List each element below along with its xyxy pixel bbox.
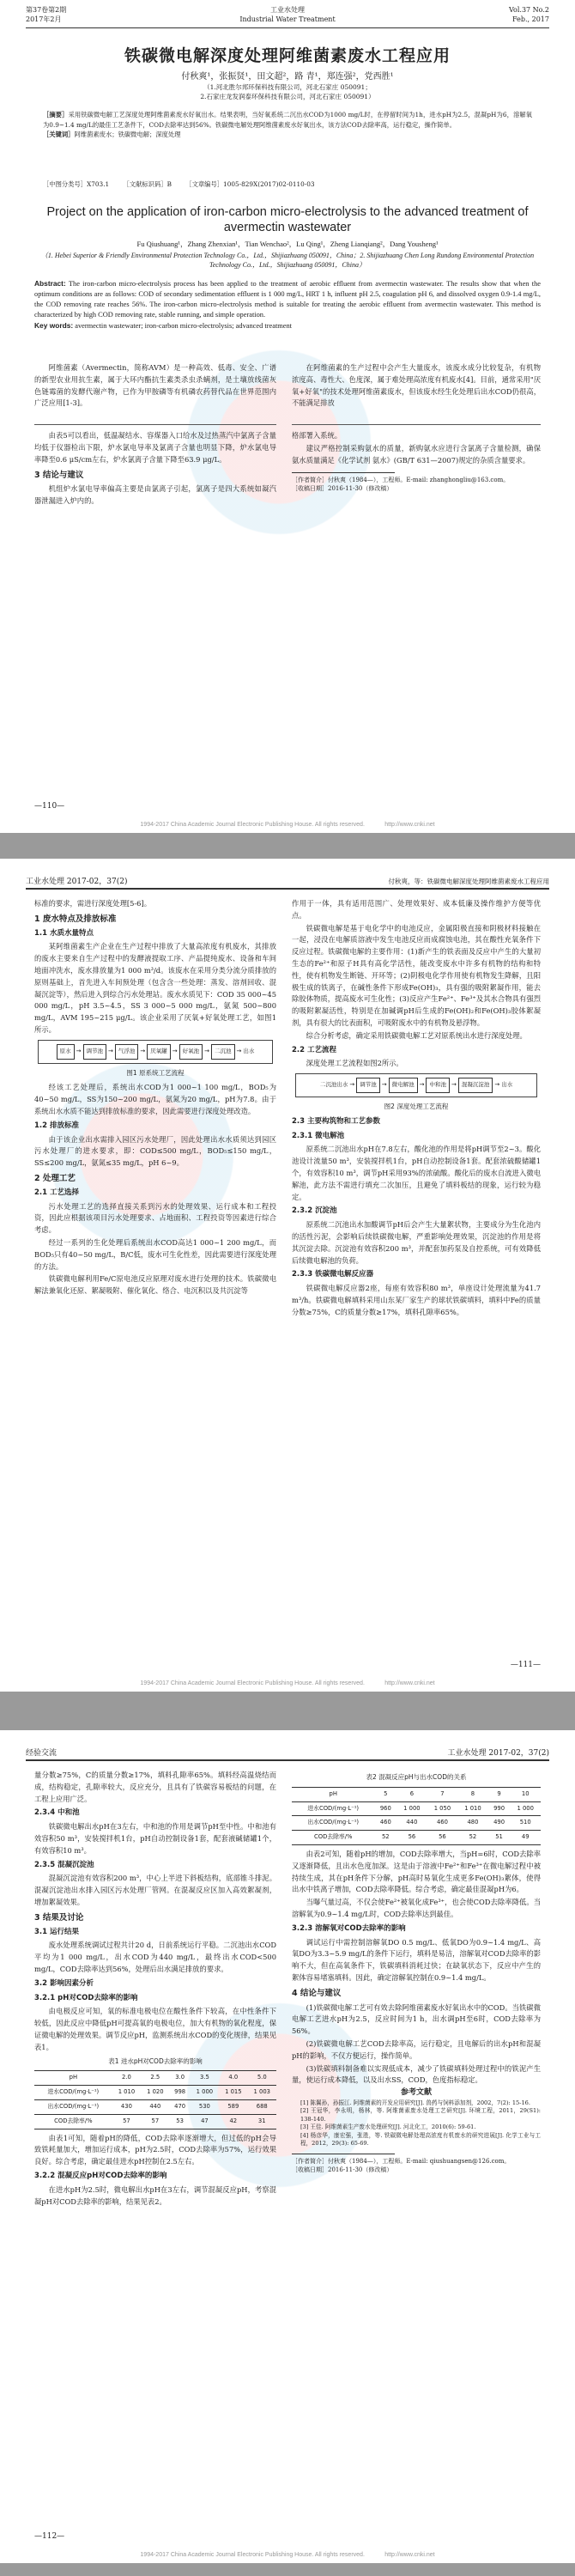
volume-en: Vol.37 No.2: [509, 6, 549, 14]
paragraph: 经过一系列的生化处理后系统出水COD高达1 000~1 200 mg/L，而BOD₅只有40~50 mg/L，B/C低，废水可生化性差，因此需要进行深度处理的方法。: [34, 1237, 276, 1271]
table-cell: 56: [396, 1831, 427, 1845]
subsection-heading: 3.2 影响因素分析: [34, 1978, 94, 1988]
journal-name-cn: 工业水处理: [270, 6, 305, 14]
section-heading: 3 结论与建议: [34, 470, 84, 480]
table-cell: 510: [510, 1816, 541, 1831]
authors-cn: 付秋爽¹，张振贤¹，田文超²，路 青¹，郑连强²，党西胜¹: [181, 72, 394, 82]
table-cell: 990: [488, 1801, 511, 1816]
paragraph: 铁碳微电解利用Fe/C原电池反应原理对废水进行处理的技术。铁碳微电解法兼氧化还原、絮凝吸附、催化氧化、络合、电沉积以及共沉淀等: [34, 1274, 276, 1296]
table-header-row: [292, 1787, 541, 1801]
clc-number: ［中图分类号］X703.1: [43, 180, 110, 188]
flow-node: 调节池: [356, 1078, 380, 1093]
paragraph: 机组炉水氯电导率偏高主要是由氯离子引起，氯离子是四大系统如凝汽器泄漏进入炉内的。: [34, 484, 276, 506]
footer-url[interactable]: http://www.cnki.net: [384, 822, 435, 828]
left-column: [34, 362, 276, 508]
paragraph: 由表5可以看出，低温凝结水、容煤器入口给水及过热蒸汽中氯离子含量均低于仪器检出下限，炉水氯电导率及氯离子含量也明显下降，炉水氯电导率降至0.6 μS/cm左右，炉水氯离子含量下降至63.9 μg/L。: [34, 431, 276, 464]
table-header-cell: 5: [374, 1787, 396, 1801]
table-cell: 31: [248, 2114, 276, 2129]
left-column: [34, 1770, 276, 2208]
article-number: ［文章编号］1005-829X(2017)02-0110-03: [185, 180, 315, 188]
received-date: ［收稿日期］2016-11-30（修改稿）: [292, 485, 393, 493]
table-cell: 52: [457, 1831, 488, 1845]
table-header-cell: 2.5: [141, 2071, 169, 2086]
author-note: ［作者简介］付秋爽（1984—），工程师。E-mail: zhanghongliu@163.com。: [292, 476, 510, 483]
affiliations-cn: [0, 82, 575, 101]
subsection-heading: 2.1 工艺选择: [34, 1188, 80, 1197]
table-cell: COD去除率/%: [34, 2114, 112, 2129]
subsection-heading: 3.1 运行结果: [34, 1927, 80, 1936]
paragraph: 建议严格控制采购氨水的质量，新购氨水应进行含氯离子含量检测，确保氨水质量满足《化学试剂 氨水》(GB/T 631—2007)规定的杂质含量要求。: [292, 443, 541, 465]
affiliations-en: （1. Hebei Superior & Friendly Environmental Protection Technology Co.，Ltd.，Shijiazhuang 050091，China；2. Shijiazhuang Chen Long Rundong Environmental Protection Technology Co.，Ltd.，Shijiazhuang 050091，China）: [40, 252, 535, 269]
table-2: [292, 1787, 541, 1845]
table-cell: 1 010: [112, 2086, 141, 2100]
paragraph: 铁碳微电解是基于电化学中的电池反应，金属阳极直接和阴极材料接触在一起，浸没在电解质溶液中发生电池反应而成腐蚀电池，其在酸性充氧条件下反应过程。铁碳微电解的主要作用：(1)新产生的铁表面及反应中产生的大量初生态的Fe²⁺和原子H具有高化学活性，能改变废水中许多有机物的结构和特性，使有机物发生断链、开环等；(2)阴极电化学作用使有机物发生降解，且阳极生成的铁离子，在碱性条件下形成Fe(OH)₃，具有强的吸附絮凝作用，能去除胶体物质，提高废水可生化性；(3)反应产生Fe²⁺、Fe³⁺及其水合物具有强烈的吸附絮凝活性，特别是在加碱调pH后生成的Fe(OH)₂和Fe(OH)₃胶体絮凝剂，具有很大的比表面积，可吸附废水中的有机物及悬浮物。: [292, 923, 541, 1027]
table-cell: 460: [427, 1816, 458, 1831]
reference-item: [2] 王冠华，李永明，杨林，等. 阿维菌素废水处理工艺研究[J]. 环境工程，2011，29(S1): 138-140.: [300, 2107, 541, 2123]
header-article: 付秋爽，等：铁碳微电解深度处理阿维菌素废水工程应用: [388, 878, 549, 885]
page-112: [0, 1730, 575, 2563]
flow-node: 厌氧罐: [147, 1044, 171, 1060]
right-column: [292, 1770, 541, 2175]
table-cell: 688: [248, 2099, 276, 2114]
paragraph: 经该工艺处理后，系统出水COD为1 000~1 100 mg/L，BOD₅为40~50 mg/L，SS为150~200 mg/L，氨氮为20 mg/L，pH为7.8。由于系统出水水质不能达到排放标准的要求，因此需要进行深度处理改造。: [34, 1083, 276, 1115]
table-header-cell: 3.0: [170, 2071, 191, 2086]
footer-copyright: 1994-2017 China Academic Journal Electronic Publishing House. All rights reserved.: [140, 822, 365, 828]
table-cell: 998: [170, 2086, 191, 2100]
subsubsection-heading: 2.3.5 混凝沉淀池: [34, 1860, 94, 1869]
table-cell: 460: [374, 1816, 396, 1831]
flow-node: 气浮池: [115, 1044, 139, 1060]
conclusion-item: (3)铁碳填料制备难以实现低成本，减少了铁碳填料处理过程中的铁泥产生量，使运行成本降低，以及出水SS，COD，色度指标稳定。: [292, 2063, 541, 2085]
table-cell: 440: [396, 1816, 427, 1831]
table-header-cell: pH: [34, 2071, 112, 2086]
table-1: [34, 2070, 276, 2129]
paragraph: 某阿维菌素生产企业在生产过程中排放了大量高浓度有机废水，其排放的废水主要来自生产过程中的发酵液提取工序、产品提纯废水、设备和车间地面冲洗水，废水排放量为1 000 m³/d。该废水在采用分类分流分质排放的原则基础上，首先进入车间预处理（包含含一些处理：蒸发、溶剂回收、混凝沉淀等），然后进入到综合污水处理站。废水水质见下：COD 35 000~45 000 mg/L，pH 3.5~4.5，SS 3 000~5 000 mg/L，氨氮 500~800 mg/L，AVM 195~215 μg/L。该企业采用了厌氧+好氧处理工艺，如图1所示。: [34, 942, 276, 1034]
table-header-cell: pH: [292, 1787, 374, 1801]
page-footer: [0, 1680, 575, 1686]
paragraph: 阿维菌素（Avermectin，简称AVM）是一种高效、低毒、安全、广谱的新型农业用抗生素，属于大环内酯抗生素类杀虫杀螨剂，是土壤放线菌灰色链霉菌的发酵代谢产物，已作为甲胺磷等有机磷农药替代品在世界范围内广泛应用[1-3]。: [34, 363, 276, 408]
paragraph: 由表2可知，随着pH的增加，COD去除率增大，当pH=6时，COD去除率又逐渐降低，且出水色度加深。这是由于溶液中Fe²⁺和Fe³⁺在微电解过程中被持续生成，其在pH条件下分解，pH高时易氧化生成更多Fe(OH)₃絮体，使得出水中铁离子增加，COD去除率降低。综合考虑，确定最佳混凝pH为6。: [292, 1849, 541, 1894]
table-cell: 53: [170, 2114, 191, 2129]
table-cell: 49: [510, 1831, 541, 1845]
flow-node: 调节池: [83, 1044, 107, 1060]
footer-copyright: 1994-2017 China Academic Journal Electronic Publishing House. All rights reserved.: [140, 2552, 365, 2558]
table-cell: 1 020: [141, 2086, 169, 2100]
abstract-en-text: The iron-carbon micro-electrolysis process has been applied to the treatment of aerobic effluent from avermectin wastewater. The results show that when the optimum conditions are as follows: COD of secondary sedimentation effluent is 1 000 mg/L, HRT 1 h, influent pH 2.5, coagulation pH 6, and dissolved oxygen 0.9-1.4 mg/L, the COD removing rate reaches 56%. The iron-carbon micro-electrolysis method is suitable for treating the aerobic effluent from avermectin wastewater. This method is characterized by high COD removing rate, stable running, and simple operation.: [34, 280, 541, 319]
subsection-heading: 1.2 排放标准: [34, 1121, 80, 1130]
figure-2-caption: 图2 深度处理工艺流程: [384, 1102, 449, 1110]
abstract-en-label: Abstract:: [34, 279, 66, 288]
section-heading: 4 结论与建议: [292, 1988, 342, 1998]
author-note: ［作者简介］付秋爽（1984—），工程师。E-mail: qiushuangsen@126.com。: [292, 2157, 511, 2165]
left-column: [34, 898, 276, 1298]
keywords-label: ［关键词］: [43, 131, 75, 138]
page-number: —111—: [510, 1661, 541, 1669]
page-footer: [0, 2552, 575, 2558]
abstract-text: 采用铁碳微电解工艺深度处理阿维菌素废水好氧出水。结果表明，当好氧系统二沉出水COD为1000 mg/L时，在停留时间为1h，进水pH为2.5，混凝pH为6，溶解氧为0.9~1.4 mg/L的最佳工艺条件下，COD去除率达到56%。铁碳微电解处理阿维菌素废水好氧出水，该方法COD去除率高，运行稳定，操作简单。: [43, 111, 532, 129]
date-en: Feb., 2017: [512, 15, 549, 23]
paragraph: 原系统二沉池出水加酸调节pH后会产生大量絮状物，主要成分为生化池内的活性污泥，会影响后续铁碳微电解，严重影响处理效果，沉淀池的作用是将其沉淀去除。沉淀池有效容积200 m³，并配套加药泵及自控系统，可有效降低后续微电解池的负荷。: [292, 1220, 541, 1265]
classification-line: [43, 180, 532, 189]
table-cell: 440: [141, 2099, 169, 2114]
subsection-heading: 1.1 水质水量特点: [34, 928, 94, 938]
page-number: —112—: [34, 2532, 65, 2541]
right-column: [292, 362, 541, 494]
right-column: [292, 898, 541, 1320]
affiliation-2: 2.石家庄龙发润泰环保科技有限公司，河北石家庄 050091）: [200, 93, 375, 100]
footer-url[interactable]: http://www.cnki.net: [384, 1680, 435, 1686]
footer-url[interactable]: http://www.cnki.net: [384, 2552, 435, 2558]
abstract-cn: [43, 110, 532, 140]
flow-node: 出水: [243, 1047, 255, 1054]
subsubsection-heading: 2.3.1 微电解池: [292, 1131, 345, 1140]
flow-node: 出水: [501, 1081, 513, 1089]
flow-node: 二沉池: [211, 1044, 235, 1060]
figure-1-caption: 图1 原系统工艺流程: [126, 1068, 185, 1077]
table-cell: 47: [191, 2114, 219, 2129]
flow-node: 二沉池出水: [319, 1081, 348, 1089]
abstract-label: ［摘要］: [43, 111, 69, 118]
header-section: 经验交流: [26, 1749, 58, 1758]
abstract-en: [34, 278, 541, 331]
table-cell: 1 003: [248, 2086, 276, 2100]
page-footer: [0, 822, 575, 828]
paragraph: 量分数≥75%，C的质量分数≥17%，填料孔隙率65%。填料经高温烧结而成，结构稳定，孔隙率较大，反应充分，且具有了铁碳容易板结的问题，在工程上应用广泛。: [34, 1771, 276, 1803]
article-title-en: Project on the application of iron-carbon micro-electrolysis to the advanced treatment of avermectin wastewater: [46, 205, 529, 234]
table-cell: 1 050: [427, 1801, 458, 1816]
table-row: [292, 1801, 541, 1816]
subsubsection-heading: 3.2.3 溶解氧对COD去除率的影响: [292, 1923, 406, 1933]
footer-copyright: 1994-2017 China Academic Journal Electronic Publishing House. All rights reserved.: [140, 1680, 365, 1686]
table-cell: 51: [488, 1831, 511, 1845]
paragraph: 当曝气量过高，不仅会使Fe²⁺被氧化成Fe³⁺，也会使COD去除率降低。当溶解氧为0.9~1.4 mg/L时，COD去除率达到最佳。: [292, 1898, 541, 1918]
table-row: [34, 2099, 276, 2114]
paragraph: 废水处理系统调试过程共计20 d，日前系统运行平稳。二沉池出水COD平均为1 000 mg/L，出水COD为440 mg/L，最终出水COD<500 mg/L，COD去除率达到56%，处理后出水满足排放的要求。: [34, 1941, 276, 1973]
table-cell: 56: [427, 1831, 458, 1845]
table-cell: 1 000: [396, 1801, 427, 1816]
subsubsection-heading: 3.2.1 pH对COD去除率的影响: [34, 1993, 138, 2002]
paragraph: 综合分析考虑，确定采用铁碳微电解工艺对原系统出水进行深度处理。: [306, 1030, 527, 1040]
subsubsection-heading: 2.3.3 铁碳微电解反应器: [292, 1270, 374, 1279]
page-111: [0, 859, 575, 1692]
reference-item: [3] 王佳. 阿维菌素生产废水处理研究[J]. 河北化工，2010(6): 59-61.: [300, 2123, 476, 2131]
table-header-cell: 6: [396, 1787, 427, 1801]
flow-node: 微电解池: [389, 1078, 418, 1093]
table-header-cell: 4.0: [219, 2071, 247, 2086]
keywords-en-text: avermectin wastewater; iron-carbon micro-electrolysis; advanced treatment: [75, 322, 293, 330]
table-header-cell: 10: [510, 1787, 541, 1801]
subsection-heading: 2.3 主要构筑物和工艺参数: [292, 1116, 381, 1126]
date-cn: 2017年2月: [26, 15, 62, 23]
flow-node: 混凝沉淀池: [458, 1078, 493, 1093]
section-heading: 1 废水特点及排放标准: [34, 914, 117, 924]
section-heading: 2 处理工艺: [34, 1173, 76, 1183]
table-header-cell: 9: [488, 1787, 511, 1801]
table-row: [34, 2114, 276, 2129]
table-1-caption: 表1 进水pH对COD去除率的影响: [108, 2057, 203, 2065]
affiliation-1: （1.河北胜尔邦环保科技有限公司，河北石家庄 050091；: [203, 83, 372, 91]
table-cell: 57: [141, 2114, 169, 2129]
paragraph: 由电极反应可知，氧的标准电极电位在酸性条件下较高，在中性条件下较低，因此反应中降低pH可提高氧的电极电位，加大有机物的氧化程度，保证微电解的处理效果。调节反应pH，监测系统出水COD的变化规律，结果见表1。: [34, 2007, 276, 2051]
conclusion-item: (2)铁碳微电解工艺COD去除率高，运行稳定，且电解后的出水pH和混凝pH的影响，不仅方便运行，操作简单。: [292, 2038, 541, 2060]
table-cell: 589: [219, 2099, 247, 2114]
table-cell: 1 000: [191, 2086, 219, 2100]
flow-node: 好氧池: [179, 1044, 203, 1060]
running-header: [26, 874, 549, 890]
table-cell: 470: [170, 2099, 191, 2114]
received-date: ［收稿日期］2016-11-30（修改稿）: [292, 2166, 393, 2174]
table-cell: 480: [457, 1816, 488, 1831]
table-cell: 960: [374, 1801, 396, 1816]
doc-code: ［文献标识码］B: [123, 180, 172, 188]
paragraph: 混凝沉淀池有效容积200 m³，中心上半进下斜板结构，底部锥斗排泥。混凝沉淀池出水排入园区污水处理厂管网。在混凝反应区加入高效絮凝剂，增加絮凝效果。: [34, 1874, 276, 1906]
page-110: [0, 0, 575, 833]
table-cell: 52: [374, 1831, 396, 1845]
table-cell: 42: [219, 2114, 247, 2129]
table-header-cell: 3.5: [191, 2071, 219, 2086]
journal-name-en: Industrial Water Treatment: [239, 15, 336, 23]
references-heading: 参考文献: [400, 2088, 432, 2098]
article-title-cn: 铁碳微电解深度处理阿维菌素废水工程应用: [124, 46, 451, 65]
table-header-cell: 5.0: [248, 2071, 276, 2086]
section-heading: 3 结果及讨论: [34, 1912, 84, 1923]
paragraph: 作用于一体，具有适用范围广、处理效果好、成本低廉及操作维护方便等优点。: [292, 899, 541, 920]
reference-item: [4] 杨彦华，康宏强，张胜，等. 铁碳微电解处理高浓度有机废水的研究进展[J]. 化学工业与工程，2012，29(3): 65-69.: [300, 2131, 541, 2148]
conclusion-item: (1)铁碳微电解工艺可有效去除阿维菌素废水好氧出水中的COD。当铁碳微电解工艺进水pH为2.5，反应时间为1 h，出水调pH至6时，COD去除率为56%。: [292, 2002, 541, 2036]
flow-node: 原水: [57, 1044, 75, 1060]
table-cell: 490: [488, 1816, 511, 1831]
flow-node: 中和池: [426, 1078, 450, 1093]
table-header-cell: 7: [427, 1787, 458, 1801]
table-cell: 1 010: [457, 1801, 488, 1816]
running-header: [26, 5, 549, 28]
table-header-cell: 8: [457, 1787, 488, 1801]
table-cell: 1 015: [219, 2086, 247, 2100]
subsection-heading: 2.2 工艺流程: [292, 1045, 337, 1054]
keywords-en-label: Key words:: [34, 321, 74, 330]
table-cell: 1 000: [510, 1801, 541, 1816]
reference-list: [292, 2099, 541, 2148]
table-2-caption: 表2 混凝反应pH与出水COD的关系: [366, 1773, 467, 1781]
table-cell: 出水COD/(mg·L⁻¹): [292, 1816, 374, 1831]
running-header: [26, 1746, 549, 1761]
keywords-text: 阿维菌素废水；铁碳微电解；深度处理: [74, 131, 181, 138]
paragraph: 在阿维菌素的生产过程中会产生大量废水，该废水成分比较复杂，有机物浓度高、毒性大、色度深，属于难处理高浓度有机废水[4]。目前，通常采用"厌氧+好氧"的技术处理阿维菌素废水，但该废水经生化处理后出水COD仍很高，不能满足排放: [292, 363, 541, 408]
figure-1-flowchart: 原水 → 调节池 → 气浮池 → 厌氧罐 → 好氧池 → 二沉池 → 出水: [38, 1040, 273, 1064]
paragraph: 格部署入系统。: [292, 431, 342, 440]
paragraph: 铁碳微电解反应器2座，每座有效容积80 m³，单座设计处理流量为41.7 m³/h。铁碳微电解填料采用山东某厂家生产的球状铁碳填料，填料中Fe的质量分数≥75%，C的质量分数≥17%，填料孔隙率65%。: [292, 1284, 541, 1316]
table-row: [292, 1816, 541, 1831]
figure-2-flowchart: 二沉池出水 → 调节池 → 微电解池 → 中和池 → 混凝沉淀池 → 出水: [295, 1073, 537, 1097]
paragraph: 由表1可知，随着pH的降低，COD去除率逐渐增大，但过低的pH会导致铁耗量加大，增加运行成本，pH为2.5时，COD去除率为57%，运行效果良好。综合考虑，确定最佳进水pH控制在2.5左右。: [34, 2133, 276, 2166]
paragraph: 污水处理工艺的选择直接关系到污水的处理效果、运行成本和工程投资，因此应根据该项目污水处理要求、占地面积、工程投资等因素进行综合考虑。: [34, 1201, 276, 1235]
paragraph: 标准的要求，需进行深度处理[5-6]。: [34, 899, 151, 908]
table-cell: 430: [112, 2099, 141, 2114]
subsubsection-heading: 2.3.4 中和池: [34, 1808, 80, 1818]
paragraph: 在进水pH为2.5时，微电解出水pH在3左右，调节混凝反应pH，考察混凝pH对COD去除率的影响，结果见表2。: [34, 2184, 276, 2206]
table-cell: COD去除率/%: [292, 1831, 374, 1845]
paragraph: 深度处理工艺流程如图2所示。: [306, 1059, 403, 1068]
paragraph: 由于该企业出水需排入园区污水处理厂，因此处理出水水质须达到园区污水处理厂的进水要求，即：COD≤500 mg/L，BOD₅≤150 mg/L，SS≤200 mg/L，氨氮≤35 mg/L，pH 6~9。: [34, 1134, 276, 1168]
authors-en: Fu Qiushuang¹，Zhang Zhenxian¹，Tian Wenchao²，Lu Qing¹，Zheng Lianqiang²，Dang Yousheng¹: [136, 240, 439, 248]
paragraph: 铁碳微电解出水pH在3左右，中和池的作用是调节pH至中性。中和池有效容积50 m³，安装搅拌机1台，pH自动控制设备1套，配套液碱储罐1个，有效容积10 m³。: [34, 1822, 276, 1855]
table-cell: 进水COD/(mg·L⁻¹): [292, 1801, 374, 1816]
footnote-rule: [292, 472, 395, 473]
table-header-cell: 2.0: [112, 2071, 141, 2086]
paragraph: 原系统二沉池出水pH在7.8左右，酸化池的作用是将pH调节至2~3。酸化池设计流量50 m³，安装搅拌机1台，pH自动控制设备1套。配套浓硫酸储罐1个，有效容积10 m³，调节pH采用93%的浓硫酸。酸化后的废水自流进入微电解池，此方法不需进行填充二次加压，且避免了填料板结的现象，运行较为稳定。: [292, 1145, 541, 1201]
table-cell: 进水COD/(mg·L⁻¹): [34, 2086, 112, 2100]
header-journal: 工业水处理 2017-02，37(2): [447, 1749, 549, 1758]
table-cell: 57: [112, 2114, 141, 2129]
subsubsection-heading: 3.2.2 混凝反应pH对COD去除率的影响: [34, 2171, 167, 2180]
table-cell: 出水COD/(mg·L⁻¹): [34, 2099, 112, 2114]
table-row: [292, 1831, 541, 1845]
paragraph: 调试运行中需控制溶解氧DO 0.5 mg/L、低氧DO为0.9~1.4 mg/L、高氧DO为3.3~5.9 mg/L的条件下运行，填料是易洁，溶解氧对COD去除率的影响不大，但在高氧条件下，铁碳填料消耗过快；在缺氧状态下，反应中产生的絮体容易堵塞填料。因此，确定溶解氧控制在0.9~1.4 mg/L。: [292, 1937, 541, 1982]
volume-cn: 第37卷第2期: [26, 6, 67, 14]
reference-item: [1] 陈翼孙，孙振江. 阿维菌素的开发应用研究[J]. 兽药与饲料添加剂，2002，7(2): 15-16.: [300, 2099, 530, 2106]
table-row: [34, 2086, 276, 2100]
header-journal: 工业水处理 2017-02，37(2): [26, 878, 128, 886]
table-cell: 530: [191, 2099, 219, 2114]
table-header-row: [34, 2071, 276, 2086]
subsubsection-heading: 2.3.2 沉淀池: [292, 1206, 337, 1216]
page-number: —110—: [34, 802, 65, 811]
